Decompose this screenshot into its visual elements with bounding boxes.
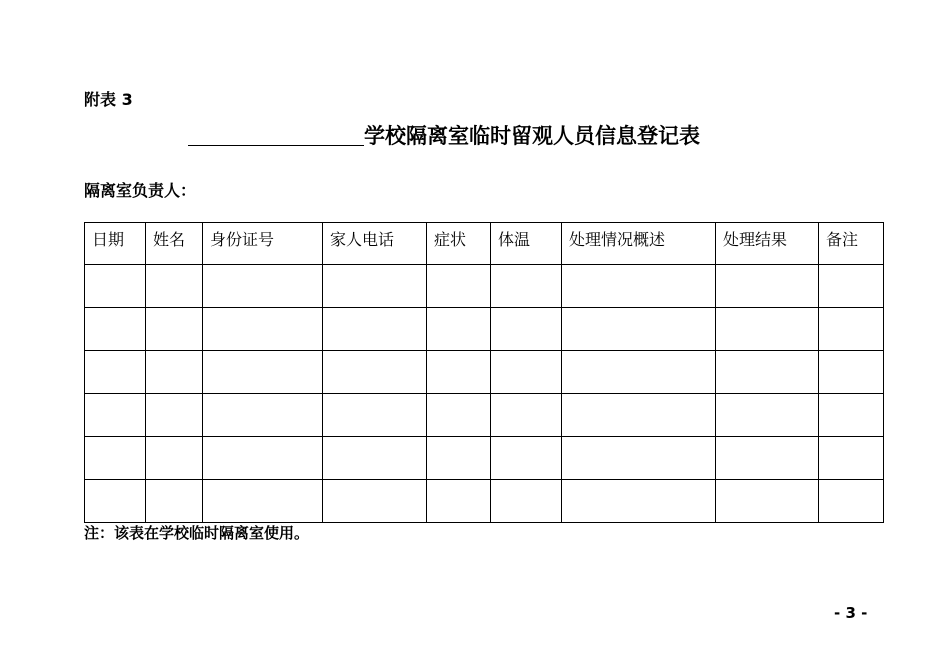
table-cell xyxy=(819,394,884,437)
table-cell xyxy=(85,308,146,351)
table-cell xyxy=(562,265,716,308)
table-cell xyxy=(427,308,491,351)
table-cell xyxy=(323,394,427,437)
table-cell xyxy=(819,351,884,394)
table-body xyxy=(85,265,884,523)
table-cell xyxy=(819,480,884,523)
table-cell xyxy=(85,265,146,308)
table-row xyxy=(85,394,884,437)
table-cell xyxy=(819,265,884,308)
table-cell xyxy=(562,308,716,351)
header-name: 姓名 xyxy=(146,223,203,265)
table-cell xyxy=(85,351,146,394)
table-cell xyxy=(819,437,884,480)
table-cell xyxy=(146,394,203,437)
page-number: - 3 - xyxy=(834,604,868,622)
table-cell xyxy=(562,480,716,523)
table-cell xyxy=(85,437,146,480)
table-cell xyxy=(203,308,323,351)
table-row xyxy=(85,480,884,523)
table-cell xyxy=(716,265,819,308)
table-cell xyxy=(491,437,562,480)
table-cell xyxy=(491,351,562,394)
table-cell xyxy=(427,351,491,394)
header-remarks: 备注 xyxy=(819,223,884,265)
table-cell xyxy=(716,394,819,437)
table-cell xyxy=(491,480,562,523)
table-cell xyxy=(427,480,491,523)
table-cell xyxy=(146,308,203,351)
table-row xyxy=(85,308,884,351)
appendix-label: 附表 3 xyxy=(84,90,133,109)
table-cell xyxy=(85,480,146,523)
table-cell xyxy=(427,437,491,480)
table-cell xyxy=(716,308,819,351)
header-symptoms: 症状 xyxy=(427,223,491,265)
table-cell xyxy=(323,351,427,394)
table-cell xyxy=(203,265,323,308)
table-cell xyxy=(716,351,819,394)
table-cell xyxy=(427,265,491,308)
table-cell xyxy=(203,480,323,523)
footnote: 注：该表在学校临时隔离室使用。 xyxy=(84,524,310,542)
table-cell xyxy=(491,265,562,308)
form-title-text: 学校隔离室临时留观人员信息登记表 xyxy=(364,124,700,148)
table-cell xyxy=(491,308,562,351)
table-cell xyxy=(323,437,427,480)
header-handling-summary: 处理情况概述 xyxy=(562,223,716,265)
table-cell xyxy=(491,394,562,437)
table-cell xyxy=(146,480,203,523)
table-cell xyxy=(562,437,716,480)
header-family-phone: 家人电话 xyxy=(323,223,427,265)
table-cell xyxy=(427,394,491,437)
header-temperature: 体温 xyxy=(491,223,562,265)
title-blank-line xyxy=(188,145,364,146)
table-cell xyxy=(323,480,427,523)
table-cell xyxy=(562,394,716,437)
table-row xyxy=(85,437,884,480)
table-cell xyxy=(203,351,323,394)
table-cell xyxy=(323,265,427,308)
table-cell xyxy=(146,351,203,394)
table-cell xyxy=(146,265,203,308)
table-row xyxy=(85,265,884,308)
header-id-number: 身份证号 xyxy=(203,223,323,265)
table-cell xyxy=(146,437,203,480)
table-cell xyxy=(85,394,146,437)
table-header-row xyxy=(85,223,884,265)
header-date: 日期 xyxy=(85,223,146,265)
register-table xyxy=(84,222,884,523)
table-cell xyxy=(562,351,716,394)
table-cell xyxy=(716,480,819,523)
responsible-person-label: 隔离室负责人： xyxy=(84,181,197,200)
table-row xyxy=(85,351,884,394)
table-cell xyxy=(203,437,323,480)
table-cell xyxy=(323,308,427,351)
table-cell xyxy=(203,394,323,437)
form-title xyxy=(188,119,700,151)
table-cell xyxy=(716,437,819,480)
header-handling-result: 处理结果 xyxy=(716,223,819,265)
table-cell xyxy=(819,308,884,351)
